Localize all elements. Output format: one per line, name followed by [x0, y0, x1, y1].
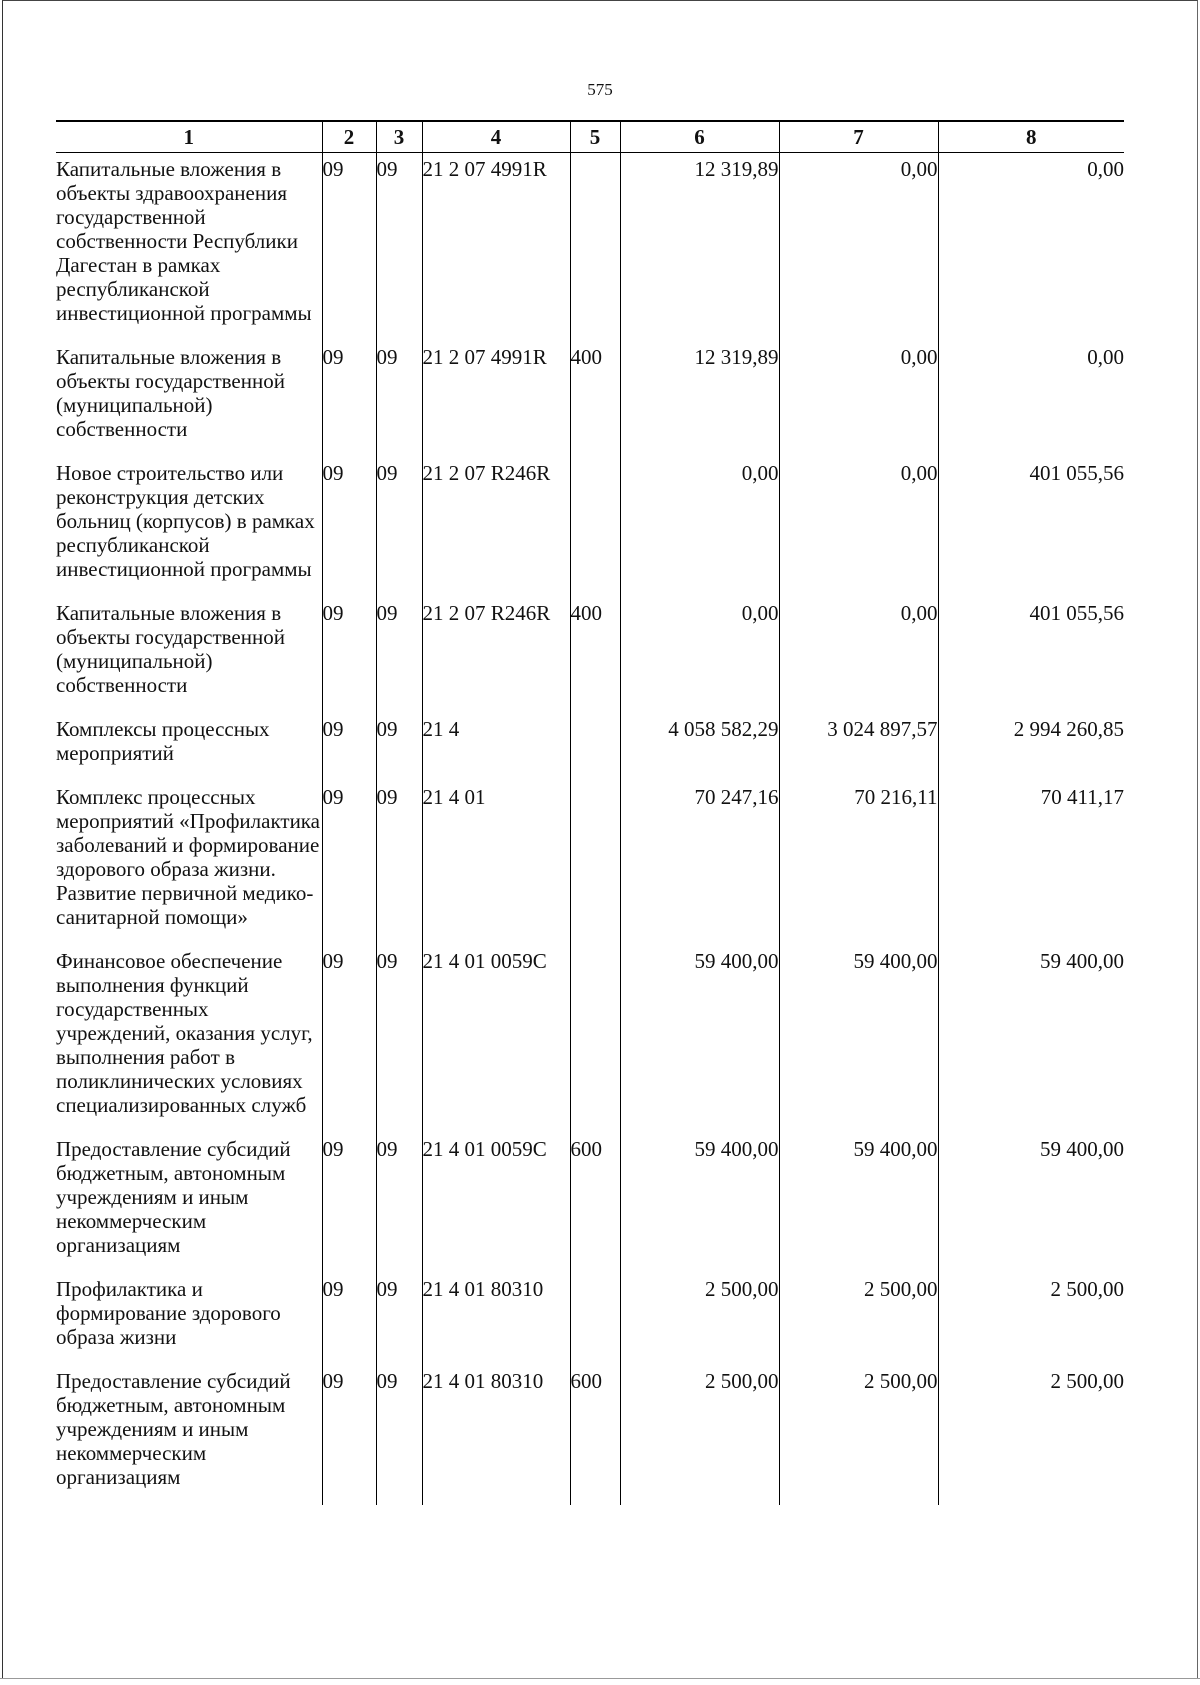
page-number: 575: [587, 80, 613, 99]
row-name-cell: Предоставление субсидий бюджетным, автономным учреждениям и иным некоммерческим организациям: [56, 1137, 291, 1257]
row-name-cell: Профилактика и формирование здорового образа жизни: [56, 1277, 281, 1349]
section-code-cell: 09: [322, 1365, 376, 1505]
target-article-cell: 21 2 07 R246R: [422, 597, 570, 713]
amount-col7-cell: 59 400,00: [779, 945, 938, 1133]
row-name-cell: Комплексы процессных мероприятий: [56, 717, 270, 765]
column-header: 2: [322, 121, 376, 153]
amount-col7-cell: 0,00: [779, 153, 938, 342]
amount-col7-cell: 2 500,00: [779, 1273, 938, 1365]
amount-col7-cell: 3 024 897,57: [779, 713, 938, 781]
expense-type-cell: 400: [570, 341, 620, 457]
section-code-cell: 09: [322, 1273, 376, 1365]
section-code-cell: 09: [322, 945, 376, 1133]
amount-col7-cell: 0,00: [779, 457, 938, 597]
amount-col6-cell: 2 500,00: [620, 1273, 779, 1365]
amount-col8-cell: 0,00: [938, 153, 1124, 342]
expense-type-cell: [570, 945, 620, 1133]
expense-type-cell: [570, 153, 620, 342]
column-header: 7: [779, 121, 938, 153]
subsection-code-cell: 09: [376, 781, 422, 945]
subsection-code-cell: 09: [376, 597, 422, 713]
row-name-cell: Капитальные вложения в объекты здравоохранения государственной собственности Республики Дагестан в рамках республиканской инвестиционной программы: [56, 157, 312, 325]
column-header: 6: [620, 121, 779, 153]
target-article-cell: 21 2 07 4991R: [422, 341, 570, 457]
amount-col6-cell: 4 058 582,29: [620, 713, 779, 781]
amount-col7-cell: 0,00: [779, 597, 938, 713]
section-code-cell: 09: [322, 597, 376, 713]
row-name-cell: Финансовое обеспечение выполнения функций государственных учреждений, оказания услуг, выполнения работ в поликлинических условиях специализированных служб: [56, 949, 313, 1117]
target-article-cell: 21 4 01 0059С: [422, 1133, 570, 1273]
amount-col8-cell: 2 500,00: [938, 1273, 1124, 1365]
expense-type-cell: [570, 457, 620, 597]
amount-col7-cell: 2 500,00: [779, 1365, 938, 1505]
column-header: 8: [938, 121, 1124, 153]
target-article-cell: 21 4 01 80310: [422, 1365, 570, 1505]
amount-col8-cell: 59 400,00: [938, 1133, 1124, 1273]
amount-col6-cell: 12 319,89: [620, 341, 779, 457]
amount-col6-cell: 0,00: [620, 457, 779, 597]
amount-col8-cell: 401 055,56: [938, 457, 1124, 597]
subsection-code-cell: 09: [376, 1133, 422, 1273]
table-row: [56, 1273, 1124, 1365]
target-article-cell: 21 2 07 R246R: [422, 457, 570, 597]
amount-col7-cell: 59 400,00: [779, 1133, 938, 1273]
section-code-cell: 09: [322, 457, 376, 597]
subsection-code-cell: 09: [376, 341, 422, 457]
expense-type-cell: 600: [570, 1133, 620, 1273]
section-code-cell: 09: [322, 713, 376, 781]
amount-col7-cell: 0,00: [779, 341, 938, 457]
subsection-code-cell: 09: [376, 1273, 422, 1365]
amount-col8-cell: 2 994 260,85: [938, 713, 1124, 781]
row-name-cell: Предоставление субсидий бюджетным, автономным учреждениям и иным некоммерческим организациям: [56, 1369, 291, 1489]
section-code-cell: 09: [322, 781, 376, 945]
target-article-cell: 21 4 01 0059С: [422, 945, 570, 1133]
column-header: 3: [376, 121, 422, 153]
table-row: [56, 1133, 1124, 1273]
subsection-code-cell: 09: [376, 1365, 422, 1505]
table-row: [56, 597, 1124, 713]
header-row: [56, 121, 1124, 153]
expense-type-cell: [570, 713, 620, 781]
row-name-cell: Капитальные вложения в объекты государственной (муниципальной) собственности: [56, 601, 285, 697]
amount-col8-cell: 70 411,17: [938, 781, 1124, 945]
amount-col6-cell: 12 319,89: [620, 153, 779, 342]
row-name-cell: Новое строительство или реконструкция детских больниц (корпусов) в рамках республиканской инвестиционной программы: [56, 461, 315, 581]
amount-col6-cell: 0,00: [620, 597, 779, 713]
expense-type-cell: 600: [570, 1365, 620, 1505]
section-code-cell: 09: [322, 341, 376, 457]
column-header: 4: [422, 121, 570, 153]
subsection-code-cell: 09: [376, 945, 422, 1133]
table-row: [56, 1365, 1124, 1505]
table-row: [56, 153, 1124, 342]
amount-col6-cell: 59 400,00: [620, 945, 779, 1133]
amount-col8-cell: 0,00: [938, 341, 1124, 457]
target-article-cell: 21 4: [422, 713, 570, 781]
expense-type-cell: [570, 781, 620, 945]
row-name-cell: Капитальные вложения в объекты государственной (муниципальной) собственности: [56, 345, 285, 441]
table-row: [56, 713, 1124, 781]
amount-col8-cell: 2 500,00: [938, 1365, 1124, 1505]
subsection-code-cell: 09: [376, 713, 422, 781]
target-article-cell: 21 4 01: [422, 781, 570, 945]
row-name-cell: Комплекс процессных мероприятий «Профилактика заболеваний и формирование здорового образа жизни. Развитие первичной медико-санитарной помощи»: [56, 785, 321, 929]
column-header: 1: [56, 121, 322, 153]
target-article-cell: 21 4 01 80310: [422, 1273, 570, 1365]
amount-col6-cell: 70 247,16: [620, 781, 779, 945]
section-code-cell: 09: [322, 153, 376, 342]
target-article-cell: 21 2 07 4991R: [422, 153, 570, 342]
expense-type-cell: [570, 1273, 620, 1365]
column-header: 5: [570, 121, 620, 153]
table-body: [56, 153, 1124, 1506]
section-code-cell: 09: [322, 1133, 376, 1273]
table-row: [56, 945, 1124, 1133]
amount-col8-cell: 59 400,00: [938, 945, 1124, 1133]
amount-col8-cell: 401 055,56: [938, 597, 1124, 713]
table-row: [56, 457, 1124, 597]
amount-col7-cell: 70 216,11: [779, 781, 938, 945]
expense-type-cell: 400: [570, 597, 620, 713]
subsection-code-cell: 09: [376, 153, 422, 342]
amount-col6-cell: 2 500,00: [620, 1365, 779, 1505]
subsection-code-cell: 09: [376, 457, 422, 597]
table-row: [56, 341, 1124, 457]
table-row: [56, 781, 1124, 945]
amount-col6-cell: 59 400,00: [620, 1133, 779, 1273]
budget-table: [56, 120, 1124, 1505]
